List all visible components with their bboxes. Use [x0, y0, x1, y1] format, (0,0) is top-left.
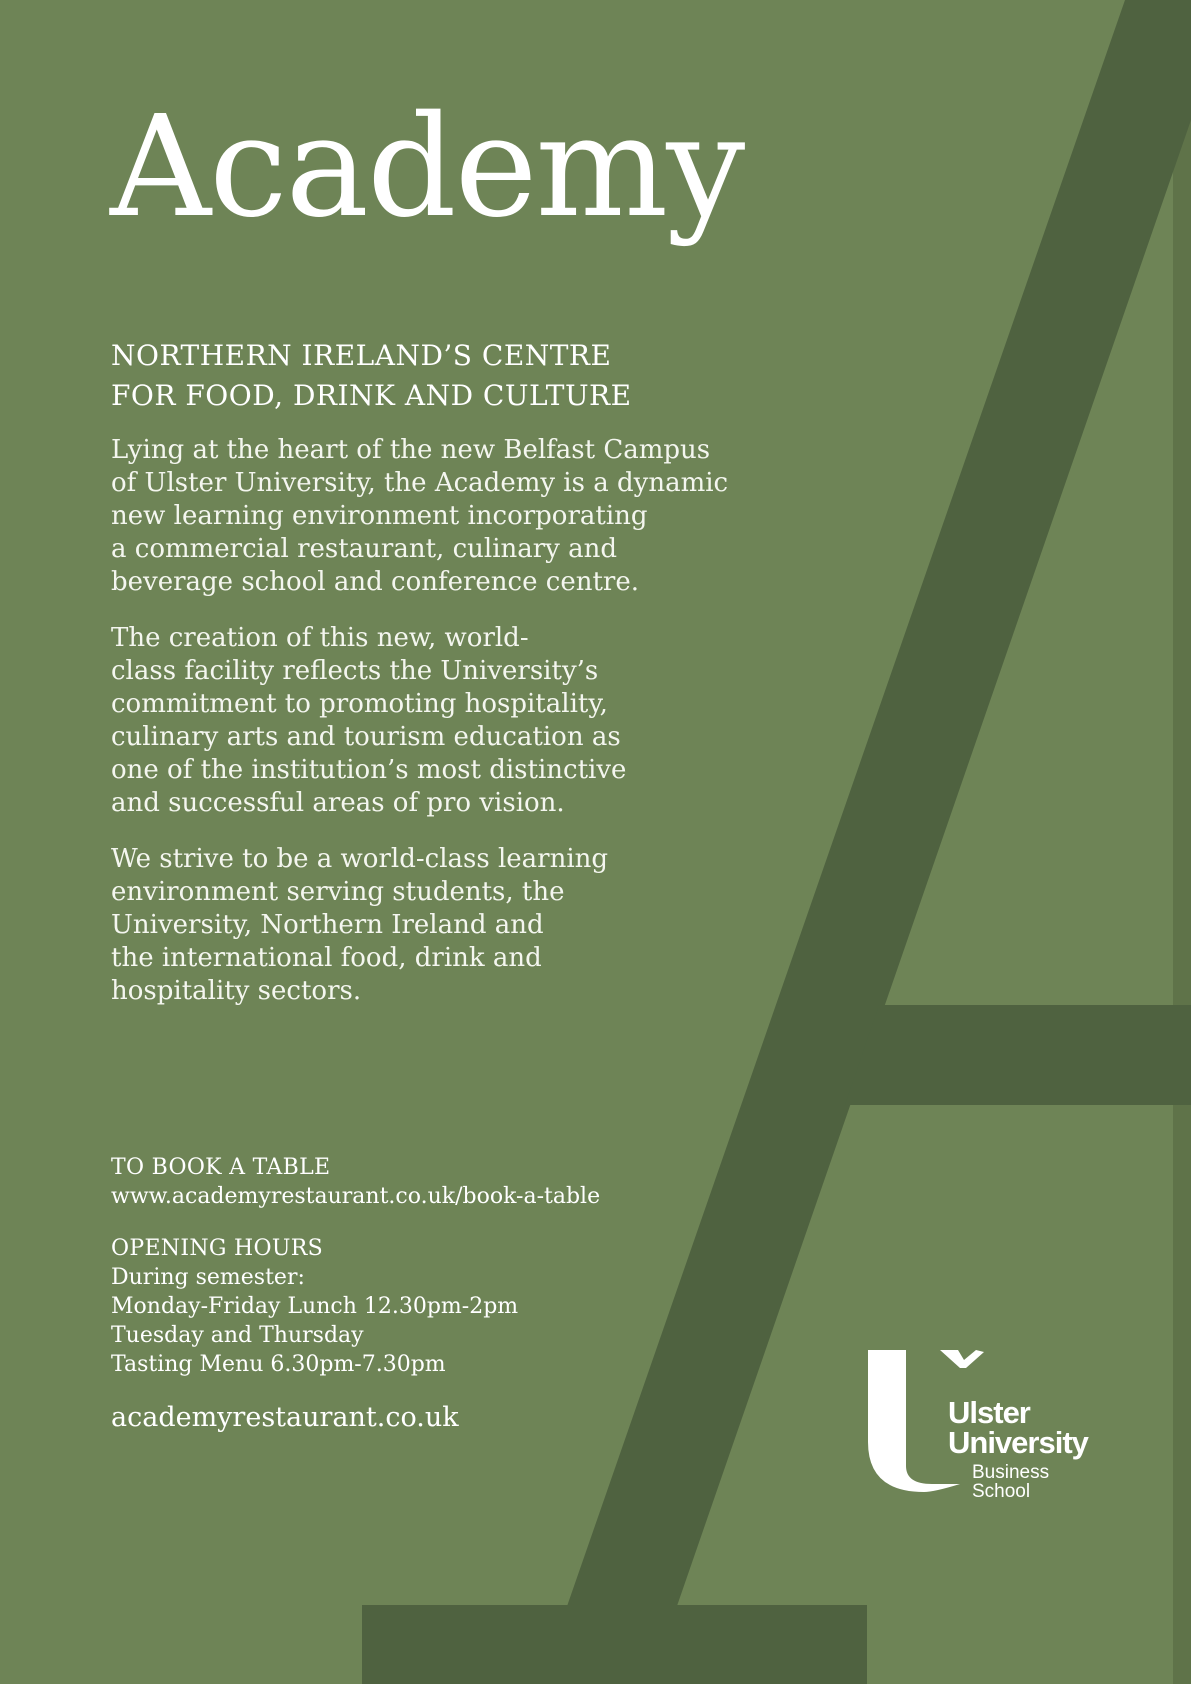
intro-paragraph: [111, 434, 728, 599]
paragraph-line: beverage school and conference centre.: [111, 567, 639, 597]
website-link[interactable]: academyrestaurant.co.uk: [111, 1402, 459, 1433]
paragraph-line: of Ulster University, the Academy is a dynamic: [111, 468, 729, 498]
paragraph-line: the international food, drink and: [111, 943, 542, 973]
opening-hours-section: [111, 1234, 518, 1379]
logo-bird-mark: [940, 1350, 984, 1368]
paragraph-line: new learning environment incorporating: [111, 501, 648, 531]
logo-u-shape: [868, 1350, 960, 1492]
paragraph-line: class facility reflects the University’s: [111, 656, 599, 686]
logo-sub-line2: School: [972, 1481, 1031, 1502]
paragraph-line: Lying at the heart of the new Belfast Campus: [111, 435, 711, 465]
facility-paragraph: [111, 622, 626, 820]
opening-hours-heading: OPENING HOURS: [111, 1236, 323, 1261]
paragraph-line: a commercial restaurant, culinary and: [111, 534, 618, 564]
paragraph-line: We strive to be a world-class learning: [111, 844, 609, 874]
booking-heading: TO BOOK A TABLE: [111, 1155, 331, 1180]
logo-sub-line1: Business: [972, 1462, 1050, 1483]
logo-name-line1: Ulster: [948, 1395, 1030, 1430]
paragraph-line: one of the institution’s most distinctive: [111, 755, 627, 785]
paragraph-line: culinary arts and tourism education as: [111, 722, 621, 752]
booking-link[interactable]: www.academyrestaurant.co.uk/book-a-table: [111, 1184, 601, 1209]
paragraph-line: hospitality sectors.: [111, 976, 362, 1006]
subtitle: [111, 336, 632, 416]
subtitle-line: NORTHERN IRELAND’S CENTRE: [111, 339, 612, 372]
letter-a-foot: [362, 1605, 867, 1684]
booking-section: [111, 1153, 600, 1211]
subtitle-line: FOR FOOD, DRINK AND CULTURE: [111, 379, 632, 412]
mission-paragraph: [111, 843, 608, 1008]
logo-name-line2: University: [948, 1425, 1088, 1460]
paragraph-line: environment serving students, the: [111, 877, 565, 907]
right-edge-strip: [1173, 0, 1191, 1684]
opening-hours-line: During semester:: [111, 1265, 305, 1290]
letter-a-crossbar: [845, 1005, 1191, 1105]
paragraph-line: The creation of this new, world-: [111, 623, 529, 653]
paragraph-line: and successful areas of pro vision.: [111, 788, 565, 818]
opening-hours-line: Monday-Friday Lunch 12.30pm-2pm: [111, 1294, 519, 1319]
opening-hours-line: Tuesday and Thursday: [111, 1323, 364, 1348]
paragraph-line: University, Northern Ireland and: [111, 910, 544, 940]
opening-hours-line: Tasting Menu 6.30pm-7.30pm: [111, 1352, 446, 1377]
page-title: Academy: [110, 86, 744, 249]
paragraph-line: commitment to promoting hospitality,: [111, 689, 608, 719]
